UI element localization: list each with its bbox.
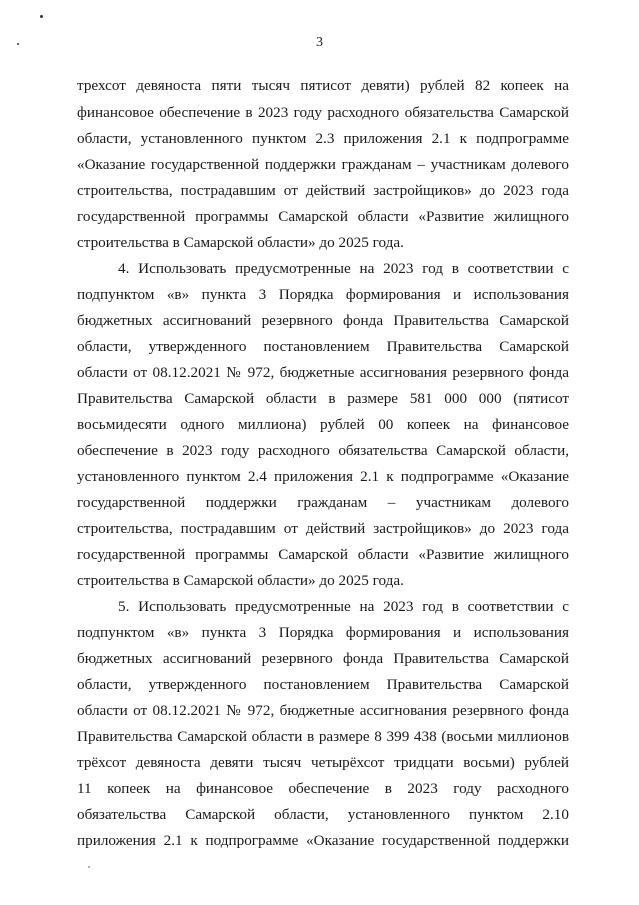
- text-line: строительства в Самарской области» до 2025 года.: [77, 234, 404, 251]
- text-line: строительства в Самарской области» до 2025 года.: [77, 572, 404, 589]
- text-line: обеспечение в 2023 году расходного обязательства Самарской области,: [77, 442, 569, 459]
- text-line: трёхсот девяноста девяти тысяч четырёхсот тридцати восьми) рублей: [77, 754, 569, 771]
- text-line: области, установленного пунктом 2.3 приложения 2.1 к подпрограмме: [77, 130, 569, 147]
- text-line: Правительства Самарской области в размере 581 000 000 (пятисот: [77, 390, 569, 407]
- text-line: приложения 2.1 к подпрограмме «Оказание государственной поддержки: [77, 832, 569, 849]
- text-line: государственной поддержки гражданам – участникам долевого: [77, 494, 569, 511]
- text-line: государственной программы Самарской области «Развитие жилищного: [77, 546, 569, 563]
- text-line: восьмидесяти одного миллиона) рублей 00 копеек на финансовое: [77, 416, 569, 433]
- scan-speck: [17, 43, 19, 45]
- text-line: обязательства Самарской области, установленного пунктом 2.10: [77, 806, 569, 823]
- text-line: бюджетных ассигнований резервного фонда Правительства Самарской: [77, 650, 569, 667]
- text-line: 11 копеек на финансовое обеспечение в 2023 году расходного: [77, 780, 569, 797]
- text-line: установленного пунктом 2.4 приложения 2.1 к подпрограмме «Оказание: [77, 468, 569, 485]
- text-line: «Оказание государственной поддержки гражданам – участникам долевого: [77, 156, 569, 173]
- paragraph-4-first-line: 4. Использовать предусмотренные на 2023 год в соответствии с: [118, 260, 569, 277]
- text-line: области, утвержденного постановлением Правительства Самарской: [77, 338, 569, 355]
- page-number: 3: [316, 35, 323, 50]
- text-line: строительства, пострадавшим от действий застройщиков» до 2023 года: [77, 520, 569, 537]
- text-line: финансовое обеспечение в 2023 году расходного обязательства Самарской: [77, 104, 569, 121]
- scan-speck: [40, 15, 43, 18]
- text-line: бюджетных ассигнований резервного фонда Правительства Самарской: [77, 312, 569, 329]
- text-line: Правительства Самарской области в размере 8 399 438 (восьми миллионов: [77, 728, 569, 745]
- scan-speck: [88, 866, 90, 868]
- text-line: области от 08.12.2021 № 972, бюджетные ассигнования резервного фонда: [77, 702, 569, 719]
- text-line: трехсот девяноста пяти тысяч пятисот девяти) рублей 82 копеек на: [77, 77, 569, 94]
- text-line: области, утвержденного постановлением Правительства Самарской: [77, 676, 569, 693]
- text-line: подпунктом «в» пункта 3 Порядка формирования и использования: [77, 624, 569, 641]
- text-line: строительства, пострадавшим от действий застройщиков» до 2023 года: [77, 182, 569, 199]
- text-line: области от 08.12.2021 № 972, бюджетные ассигнования резервного фонда: [77, 364, 569, 381]
- paragraph-5-first-line: 5. Использовать предусмотренные на 2023 год в соответствии с: [118, 598, 569, 615]
- text-line: государственной программы Самарской области «Развитие жилищного: [77, 208, 569, 225]
- text-line: подпунктом «в» пункта 3 Порядка формирования и использования: [77, 286, 569, 303]
